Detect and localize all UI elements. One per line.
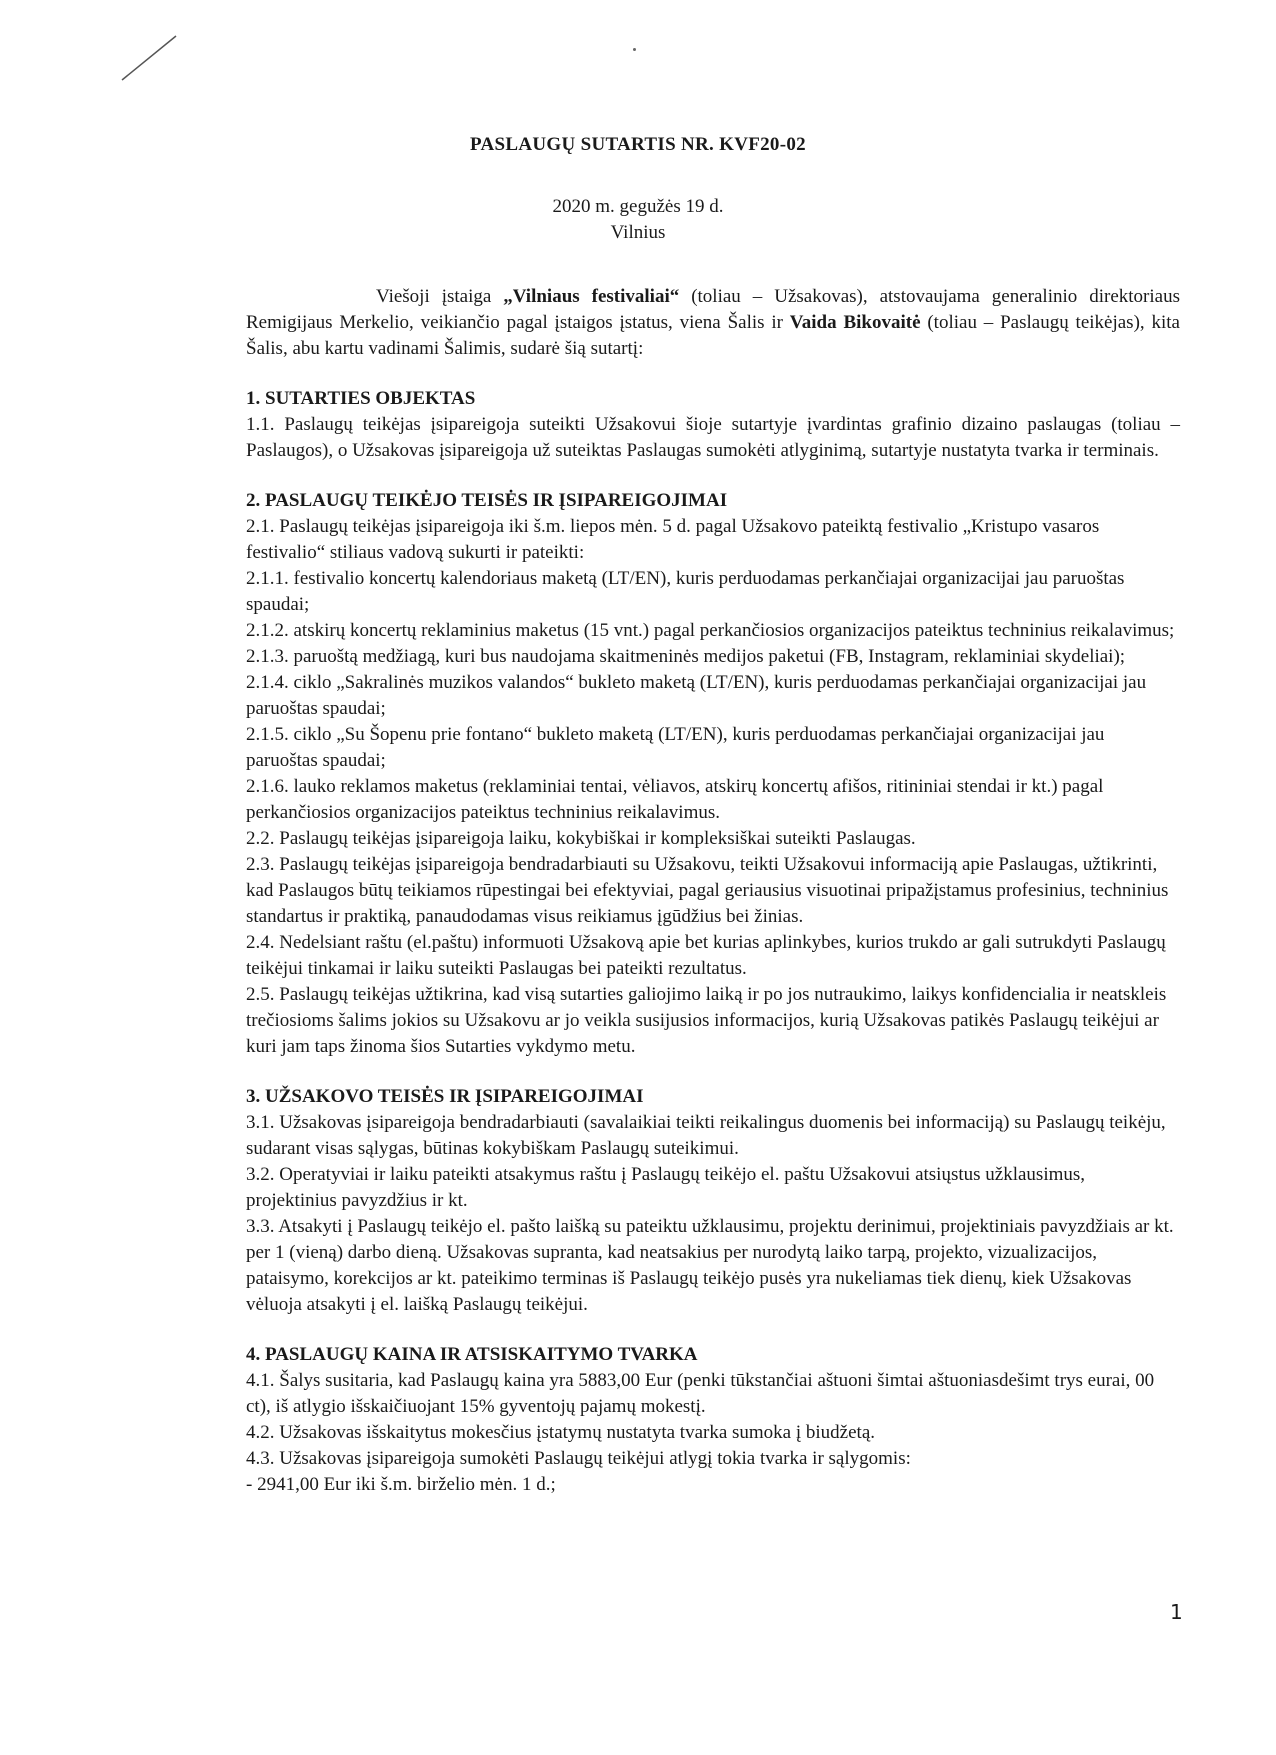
page-number: 1 — [1170, 1600, 1183, 1624]
clause-2-1-6: 2.1.6. lauko reklamos maketus (reklaminiai tentai, vėliavos, atskirų koncertų afišos, ritininiai stendai ir kt.) pagal perkančiosios organizacijos pateiktus techninius reikalavimus. — [246, 776, 1104, 823]
section-heading-1: 1. SUTARTIES OBJEKTAS — [246, 388, 476, 409]
pen-stroke-mark — [120, 34, 180, 84]
clause-2-2: 2.2. Paslaugų teikėjas įsipareigoja laiku, kokybiškai ir kompleksiškai suteikti Paslaugas. — [246, 828, 916, 849]
clause-2-1-2: 2.1.2. atskirų koncertų reklaminius maketus (15 vnt.) pagal perkančiosios organizacijos pateiktus techninius reikalavimus; — [246, 620, 1175, 641]
document-city: Vilnius — [610, 222, 666, 243]
document-title: PASLAUGŲ SUTARTIS NR. KVF20-02 — [470, 134, 806, 155]
clause-2-1: 2.1. Paslaugų teikėjas įsipareigoja iki š.m. liepos mėn. 5 d. pagal Užsakovo pateiktą festivalio „Kristupo vasaros festivalio“ stiliaus vadovą sukurti ir pateikti: — [246, 516, 1100, 563]
clause-2-1-3: 2.1.3. paruoštą medžiagą, kuri bus naudojama skaitmeninės medijos paketui (FB, Instagram, reklaminiai skydeliai); — [246, 646, 1126, 667]
intro-text-3: (toliau – Paslaugų teikėjas), kita Šalis, abu kartu vadinami Šalimis, sudarė šią sutartį: — [246, 312, 1180, 359]
clause-2-5: 2.5. Paslaugų teikėjas užtikrina, kad visą sutarties galiojimo laiką ir po jos nutraukimo, laikys konfidencialia ir neatskleis trečiosioms šalims jokios su Užsakovu ar jo veikla susijusios informacijos, kurią Užsakovas patikės Paslaugų teikėjui ar kuri jam taps žinoma šios Sutarties vykdymo metu. — [246, 984, 1167, 1057]
clause-4-3: 4.3. Užsakovas įsipareigoja sumokėti Paslaugų teikėjui atlygį tokia tvarka ir sąlygomis: — [246, 1448, 911, 1469]
document-body — [246, 284, 1180, 1498]
section-heading-4: 4. PASLAUGŲ KAINA IR ATSISKAITYMO TVARKA — [246, 1344, 698, 1365]
clause-3-1: 3.1. Užsakovas įsipareigoja bendradarbiauti (savalaikiai teikti reikalingus duomenis bei informaciją) su Paslaugų teikėju, sudarant visas sąlygas, būtinas kokybiškam Paslaugų suteikimui. — [246, 1112, 1166, 1159]
clause-2-1-5: 2.1.5. ciklo „Su Šopenu prie fontano“ bukleto maketą (LT/EN), kuris perduodamas perkančiajai organizacijai jau paruoštas spaudai; — [246, 724, 1105, 771]
clause-2-4: 2.4. Nedelsiant raštu (el.paštu) informuoti Užsakovą apie bet kurias aplinkybes, kurios trukdo ar gali sutrukdyti Paslaugų teikėjui tinkamai ir laiku suteikti Paslaugas bei pateikti rezultatus. — [246, 932, 1166, 979]
intro-text-2: (toliau – Užsakovas), atstovaujama generalinio direktoriaus Remigijaus Merkelio, veikiančio pagal įstaigos įstatus, viena Šalis ir — [246, 286, 1180, 333]
scan-dot — [633, 48, 636, 51]
clause-1-1: 1.1. Paslaugų teikėjas įsipareigoja suteikti Užsakovui šioje sutartyje įvardintas grafinio dizaino paslaugas (toliau – Paslaugos), o Užsakovas įsipareigoja už suteiktas Paslaugas sumokėti atlyginimą, sutartyje nustatyta tvarka ir terminais. — [246, 414, 1180, 461]
intro-text-1: Viešoji įstaiga — [376, 286, 504, 307]
intro-paragraph — [246, 284, 1180, 362]
intro-person: Vaida Bikovaitė — [789, 312, 921, 333]
clause-2-3: 2.3. Paslaugų teikėjas įsipareigoja bendradarbiauti su Užsakovu, teikti Užsakovui informaciją apie Paslaugas, užtikrinti, kad Paslaugos būtų teikiamos rūpestingai bei efektyviai, pagal geriausius visuotinai pripažįstamus profesinius, techninius standartus ir praktiką, panaudodamas visus reikiamus įgūdžius bei žinias. — [246, 854, 1169, 927]
clause-4-3-payment-1: - 2941,00 Eur iki š.m. birželio mėn. 1 d.; — [246, 1474, 556, 1495]
clause-2-1-1: 2.1.1. festivalio koncertų kalendoriaus maketą (LT/EN), kuris perduodamas perkančiajai organizacijai jau paruoštas spaudai; — [246, 568, 1125, 615]
clause-3-2: 3.2. Operatyviai ir laiku pateikti atsakymus raštu į Paslaugų teikėjo el. paštu Užsakovui atsiųstus užklausimus, projektinius pavyzdžius ir kt. — [246, 1164, 1086, 1211]
clause-4-1: 4.1. Šalys susitaria, kad Paslaugų kaina yra 5883,00 Eur (penki tūkstančiai aštuoni šimtai aštuoniasdešimt trys eurai, 00 ct), iš atlygio išskaičiuojant 15% gyventojų pajamų mokestį. — [246, 1370, 1155, 1417]
clause-2-1-4: 2.1.4. ciklo „Sakralinės muzikos valandos“ bukleto maketą (LT/EN), kuris perduodamas perkančiajai organizacijai jau paruoštas spaudai; — [246, 672, 1147, 719]
clause-3-3: 3.3. Atsakyti į Paslaugų teikėjo el. pašto laišką su pateiktu užklausimu, projektu derinimui, projektiniais pavyzdžiais ar kt. per 1 (vieną) darbo dieną. Užsakovas supranta, kad neatsakius per nurodytą laiko tarpą, projekto, vizualizacijos, pataisymo, korekcijos ar kt. pateikimo terminas iš Paslaugų teikėjo pusės yra nukeliamas tiek dienų, kiek Užsakovas vėluoja atsakyti į el. laišką Paslaugų teikėjui. — [246, 1216, 1174, 1315]
clause-4-2: 4.2. Užsakovas išskaitytus mokesčius įstatymų nustatyta tvarka sumoka į biudžetą. — [246, 1422, 876, 1443]
document-date: 2020 m. gegužės 19 d. — [552, 196, 724, 217]
intro-org: „Vilniaus festivaliai“ — [503, 286, 680, 307]
section-heading-2: 2. PASLAUGŲ TEIKĖJO TEISĖS IR ĮSIPAREIGOJIMAI — [246, 490, 728, 511]
section-heading-3: 3. UŽSAKOVO TEISĖS IR ĮSIPAREIGOJIMAI — [246, 1086, 644, 1107]
